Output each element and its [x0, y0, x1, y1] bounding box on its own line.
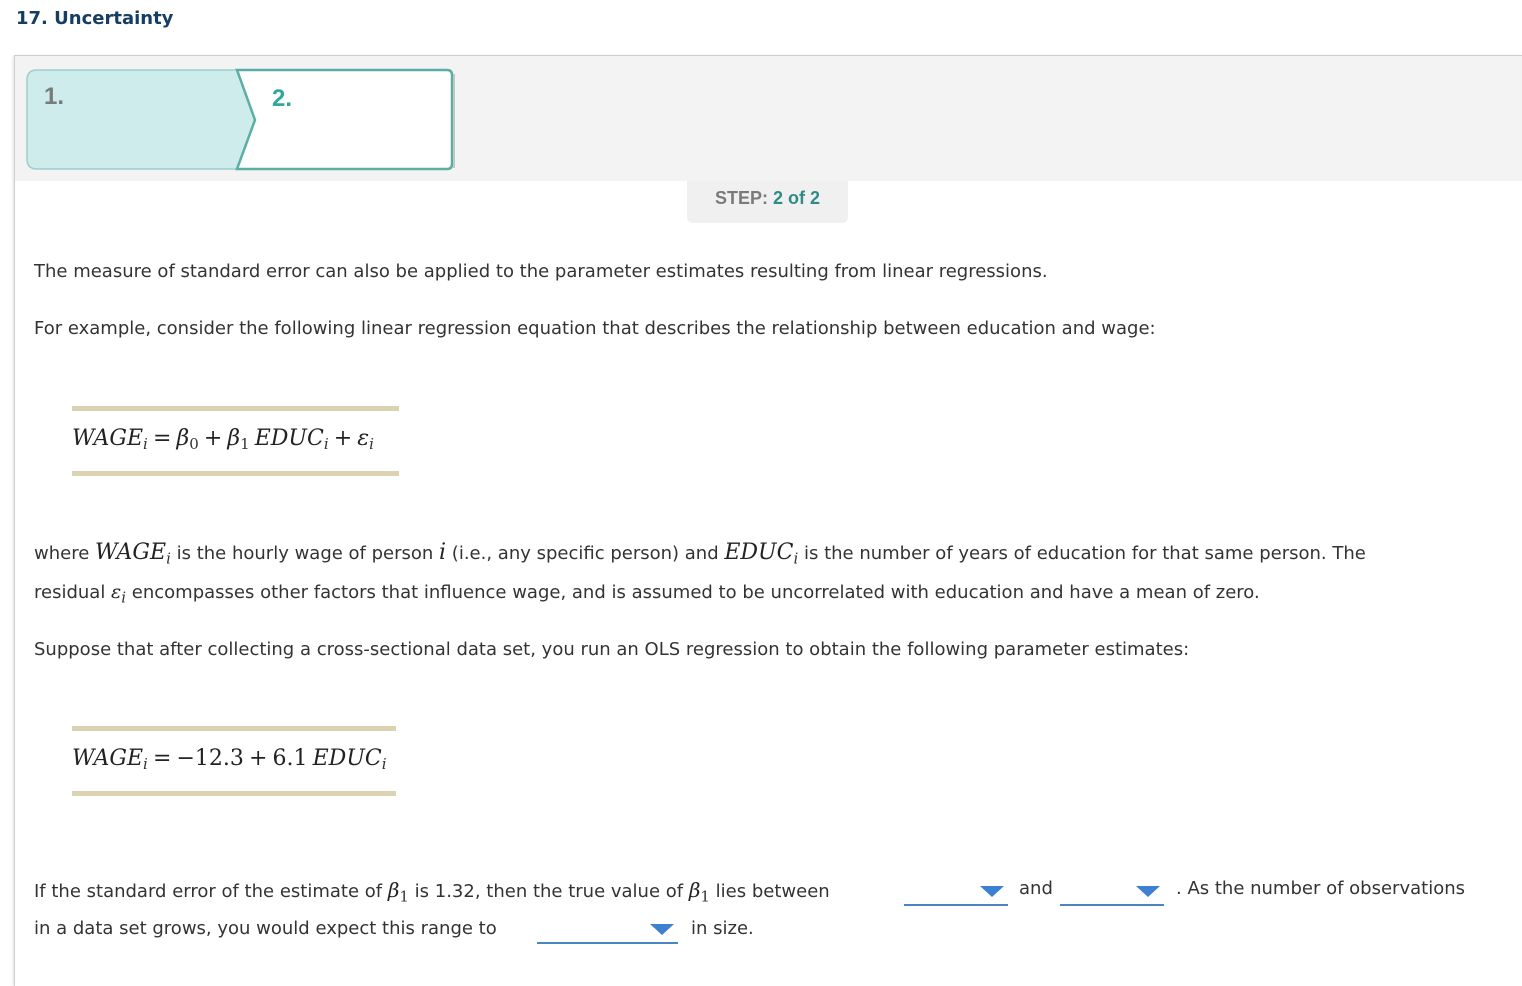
tab-2-shape[interactable] — [237, 70, 452, 169]
step-indicator — [687, 181, 848, 223]
paragraph-7-start: in a data set grows, you would expect this range to — [34, 918, 497, 939]
upper-bound-dropdown[interactable] — [1060, 880, 1164, 906]
paragraph-6: If the standard error of the estimate of $\beta_1$ is 1.32, then the true value of $\beta_1$ lies between — [34, 878, 830, 906]
paragraph-2: For example, consider the following linear regression equation that describes the relationship between education and wage: — [34, 318, 1156, 339]
equation-2: $WAGE_i = -12.3 + 6.1$ $EDUC_i$ — [72, 746, 387, 774]
step-tab-bar — [15, 56, 1522, 181]
paragraph-6-end: . As the number of observations — [1176, 878, 1465, 899]
step-tabs-graphic — [15, 56, 475, 176]
equation-1-box — [72, 406, 399, 476]
paragraph-1: The measure of standard error can also be applied to the parameter estimates resulting from linear regressions. — [34, 261, 1048, 282]
chevron-down-icon[interactable] — [980, 886, 1004, 897]
page-title: 17. Uncertainty — [16, 8, 174, 29]
paragraph-4: residual $\varepsilon_i$ encompasses other factors that influence wage, and is assumed to be uncorrelated with education and have a mean of zero. — [34, 581, 1260, 607]
and-text: and — [1019, 878, 1053, 899]
lower-bound-dropdown[interactable] — [904, 880, 1008, 906]
equation-1: $WAGE_i = \beta_0 + \beta_1$ $EDUC_i + \varepsilon_i$ — [72, 426, 374, 454]
chevron-down-icon[interactable] — [1136, 886, 1160, 897]
equation-2-box — [72, 726, 396, 796]
step-prefix: STEP: — [714, 188, 768, 208]
step-value: 2 of 2 — [773, 188, 821, 208]
paragraph-7-end: in size. — [691, 918, 754, 939]
range-change-dropdown[interactable] — [537, 918, 678, 944]
paragraph-5: Suppose that after collecting a cross-sectional data set, you run an OLS regression to obtain the following parameter estimates: — [34, 639, 1190, 660]
question-panel — [14, 55, 1522, 986]
tab-2-label[interactable]: 2. — [272, 85, 293, 112]
paragraph-3: where $WAGE_i$ is the hourly wage of person i (i.e., any specific person) and $EDUC_i$ is the number of years of education for that same person. The — [34, 540, 1366, 568]
chevron-down-icon[interactable] — [650, 924, 674, 935]
tab-1-label[interactable]: 1. — [44, 83, 65, 110]
